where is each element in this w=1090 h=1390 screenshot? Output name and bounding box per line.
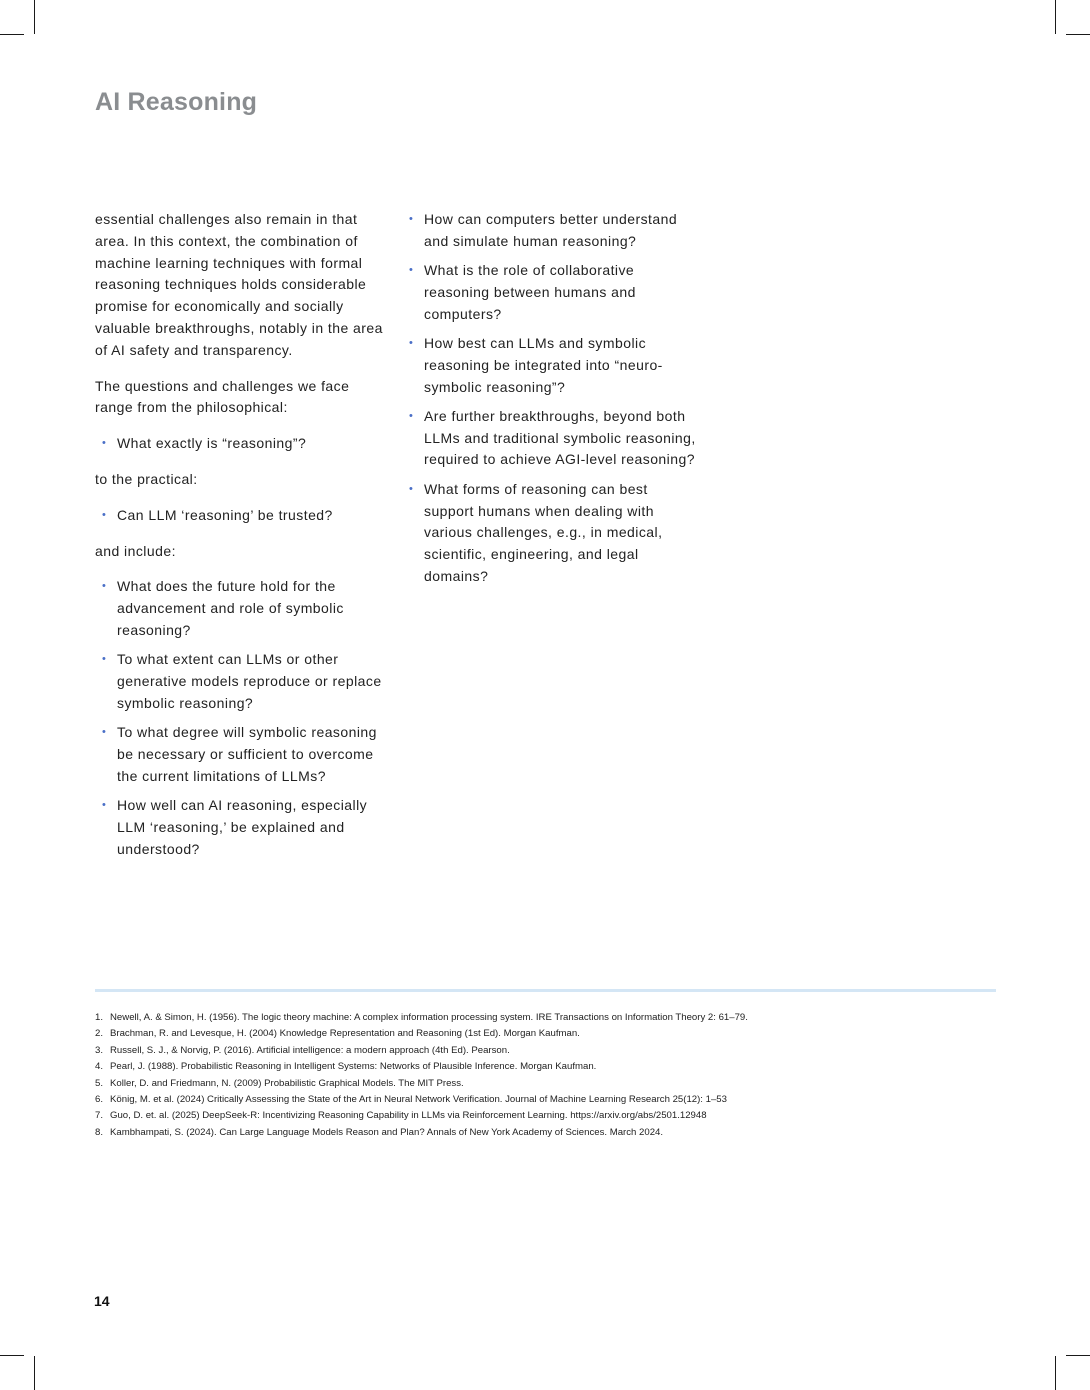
- list-item: [95, 576, 385, 641]
- footnote-divider: [95, 989, 996, 992]
- philosophical-list: [95, 433, 385, 455]
- footnote: [95, 1092, 748, 1108]
- bullet-icon: •: [409, 336, 414, 349]
- footnote-text: Pearl, J. (1988). Probabilistic Reasoning in Intelligent Systems: Networks of Plausible Inference. Morgan Kaufman.: [110, 1061, 597, 1073]
- intro-paragraph: essential challenges also remain in that area. In this context, the combination of machine learning techniques with formal reasoning techniques holds considerable promise for economically and socially valuable breakthroughs, notably in the area of AI safety and transparency.: [95, 211, 383, 358]
- right-column: [409, 209, 699, 602]
- list-item-text: To what degree will symbolic reasoning be necessary or sufficient to overcome the current limitations of LLMs?: [117, 724, 377, 784]
- list-item-text: Are further breakthroughs, beyond both LLMs and traditional symbolic reasoning, required to achieve AGI-level reasoning?: [424, 407, 696, 468]
- list-item: [409, 333, 699, 398]
- footnote-text: König, M. et al. (2024) Critically Assessing the State of the Art in Neural Network Verification. Journal of Machine Learning Research 25(12): 1–53: [110, 1094, 727, 1106]
- bullet-icon: •: [102, 580, 107, 593]
- footnote: [95, 1108, 748, 1124]
- list-item: [409, 406, 699, 471]
- footnote-text: Newell, A. & Simon, H. (1956). The logic theory machine: A complex information processing system. IRE Transactions on Information Theory 2: 61–79.: [110, 1012, 748, 1023]
- bullet-icon: •: [409, 482, 414, 495]
- footnote-text: Guo, D. et. al. (2025) DeepSeek-R: Incentivizing Reasoning Capability in LLMs via Reinforcement Learning. https://arxiv.org/abs/2501.12948: [110, 1110, 707, 1122]
- footnote: [95, 1043, 748, 1059]
- crop-mark-bottom-left-v: [34, 1356, 35, 1390]
- footnote-number: 5.: [95, 1077, 104, 1089]
- list-item: [95, 505, 385, 527]
- footnote: [95, 1010, 748, 1026]
- crop-mark-bottom-right-v: [1055, 1356, 1056, 1390]
- list-item: [95, 722, 385, 787]
- footnote-number: 7.: [95, 1110, 104, 1122]
- footnote-number: 3.: [95, 1044, 104, 1056]
- left-column: [95, 209, 385, 874]
- crop-mark-bottom-left-h: [0, 1355, 24, 1356]
- footnote-number: 8.: [95, 1126, 104, 1138]
- list-item-text: How best can LLMs and symbolic reasoning be integrated into “neuro-symbolic reasoning”?: [424, 334, 663, 395]
- page-title: AI Reasoning: [95, 88, 258, 116]
- bullet-icon: •: [102, 437, 107, 450]
- footnotes-list: [95, 1010, 748, 1141]
- practical-list: [95, 505, 385, 527]
- list-item: [95, 795, 385, 860]
- list-item-text: Can LLM ‘reasoning’ be trusted?: [117, 506, 333, 523]
- list-item-text: How well can AI reasoning, especially LLM ‘reasoning,’ be explained and understood?: [117, 797, 368, 857]
- footnote-text: Kambhampati, S. (2024). Can Large Language Models Reason and Plan? Annals of New York Academy of Sciences. March 2024.: [110, 1126, 664, 1138]
- list-item-text: What is the role of collaborative reasoning between humans and computers?: [424, 262, 636, 322]
- bullet-icon: •: [102, 799, 107, 812]
- list-item-text: How can computers better understand and simulate human reasoning?: [424, 211, 678, 249]
- footnote: [95, 1026, 748, 1042]
- list-item: [95, 433, 385, 455]
- bullet-icon: •: [409, 409, 414, 422]
- bullet-icon: •: [409, 264, 414, 277]
- list-item: [409, 209, 699, 253]
- footnote: [95, 1059, 748, 1075]
- crop-mark-top-left-v: [34, 0, 35, 34]
- page-number: 14: [94, 1293, 110, 1309]
- footnote-number: 4.: [95, 1061, 104, 1073]
- bullet-icon: •: [102, 508, 107, 521]
- right-question-list: [409, 209, 699, 588]
- questions-intro: The questions and challenges we face range from the philosophical:: [95, 377, 350, 416]
- footnote-number: 2.: [95, 1028, 104, 1040]
- list-item-text: What forms of reasoning can best support humans when dealing with various challenges, e.g., in medical, scientific, engineering, and legal domains?: [424, 480, 663, 584]
- footnote-text: Russell, S. J., & Norvig, P. (2016). Artificial intelligence: a modern approach (4th Ed). Pearson.: [110, 1044, 510, 1056]
- crop-mark-top-right-h: [1066, 34, 1090, 35]
- list-item: [95, 649, 385, 714]
- footnote-number: 1.: [95, 1012, 104, 1023]
- list-item-text: To what extent can LLMs or other generative models reproduce or replace symbolic reasoning?: [117, 651, 382, 711]
- crop-mark-top-right-v: [1055, 0, 1056, 34]
- footnote-text: Brachman, R. and Levesque, H. (2004) Knowledge Representation and Reasoning (1st Ed). Morgan Kaufman.: [110, 1028, 580, 1040]
- list-item: [409, 260, 699, 325]
- bullet-icon: •: [409, 213, 414, 225]
- bullet-icon: •: [102, 653, 107, 666]
- list-item-text: What does the future hold for the advancement and role of symbolic reasoning?: [117, 578, 344, 638]
- include-intro: and include:: [95, 542, 176, 559]
- crop-mark-bottom-right-h: [1066, 1355, 1090, 1356]
- practical-intro: to the practical:: [95, 470, 198, 487]
- footnote-number: 6.: [95, 1094, 104, 1106]
- footnote: [95, 1125, 748, 1141]
- bullet-icon: •: [102, 726, 107, 739]
- list-item: [409, 479, 699, 588]
- footnote-text: Koller, D. and Friedmann, N. (2009) Probabilistic Graphical Models. The MIT Press.: [110, 1077, 464, 1089]
- footnote: [95, 1076, 748, 1092]
- list-item-text: What exactly is “reasoning”?: [117, 435, 307, 452]
- crop-mark-top-left-h: [0, 34, 24, 35]
- include-list: [95, 576, 385, 860]
